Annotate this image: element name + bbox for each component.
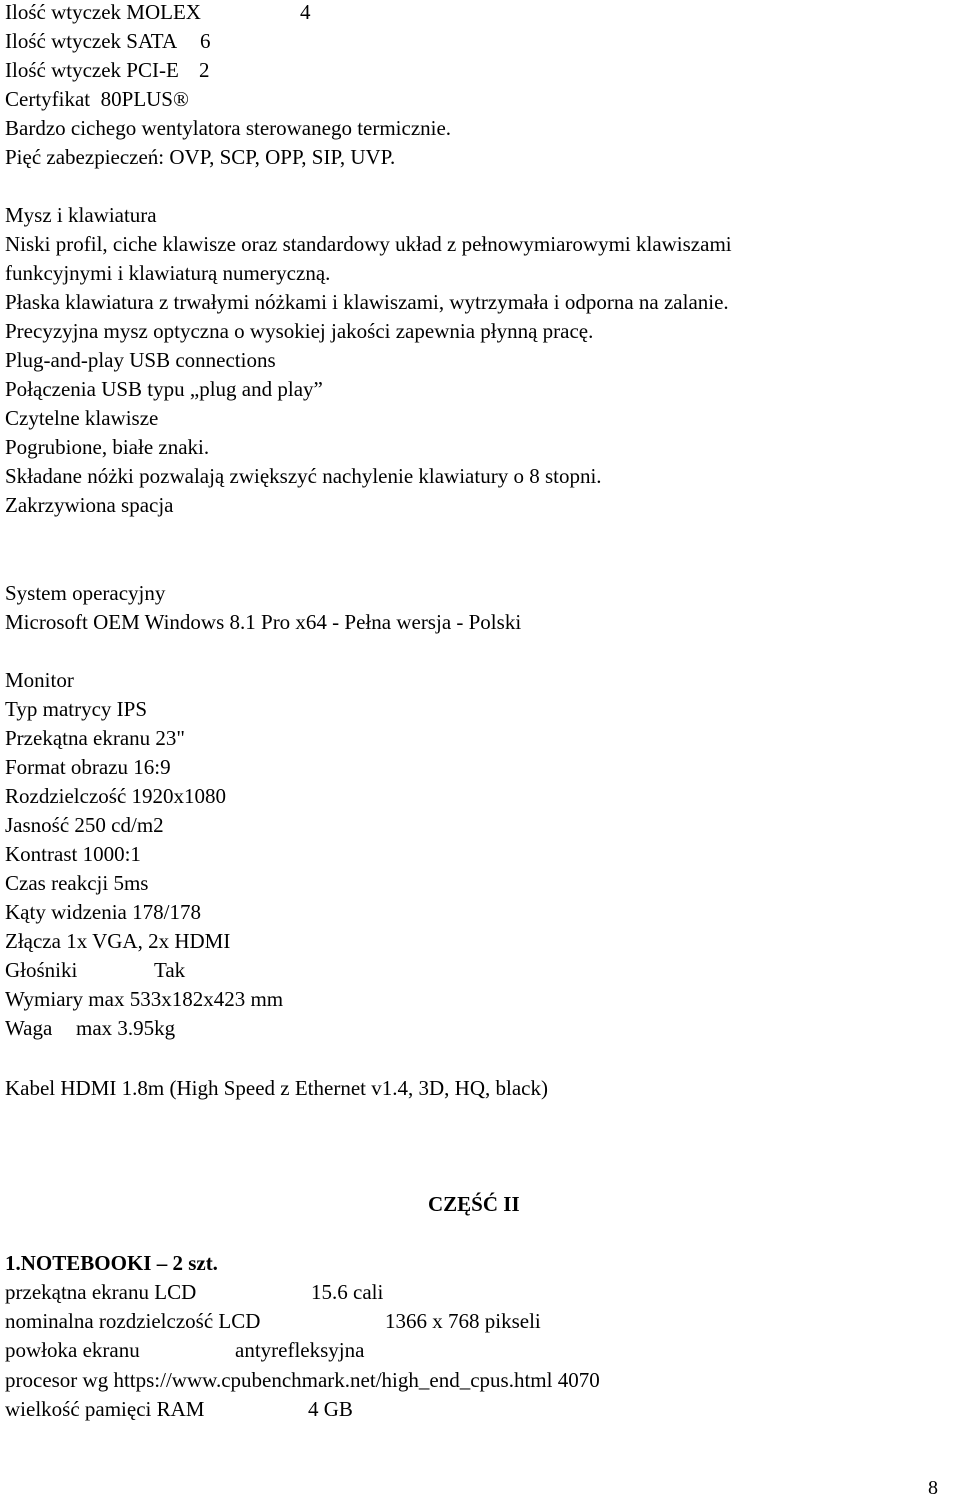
keyboard-line-4: Precyzyjna mysz optyczna o wysokiej jakości zapewnia płynną pracę. xyxy=(5,319,594,343)
part-two-title: CZĘŚĆ II xyxy=(428,1192,520,1216)
monitor-resolution: Rozdzielczość 1920x1080 xyxy=(5,784,227,808)
hdmi-cable-line: Kabel HDMI 1.8m (High Speed z Ethernet v1.4, 3D, HQ, black) xyxy=(5,1076,548,1100)
monitor-angles: Kąty widzenia 178/178 xyxy=(5,900,201,924)
molex-count-value: 4 xyxy=(300,0,311,24)
monitor-aspect: Format obrazu 16:9 xyxy=(5,755,171,779)
certificate-line: Certyfikat 80PLUS® xyxy=(5,87,189,111)
notebook-ram-value: 4 GB xyxy=(308,1397,353,1421)
monitor-speakers-value: Tak xyxy=(154,958,186,982)
keyboard-line-3: Płaska klawiatura z trwałymi nóżkami i klawiszami, wytrzymała i odporna na zalanie. xyxy=(5,290,729,314)
notebook-resolution-value: 1366 x 768 pikseli xyxy=(385,1309,541,1333)
monitor-dimensions: Wymiary max 533x182x423 mm xyxy=(5,987,284,1011)
molex-count-label: Ilość wtyczek MOLEX xyxy=(5,0,201,24)
keyboard-line-1: Niski profil, ciche klawisze oraz standardowy układ z pełnowymiarowymi klawiszami xyxy=(5,232,732,256)
sata-count-label: Ilość wtyczek SATA xyxy=(5,29,178,53)
notebook-diagonal-value: 15.6 cali xyxy=(311,1280,384,1304)
notebook-resolution-label: nominalna rozdzielczość LCD xyxy=(5,1309,261,1333)
os-value: Microsoft OEM Windows 8.1 Pro x64 - Pełna wersja - Polski xyxy=(5,610,522,634)
monitor-matrix: Typ matrycy IPS xyxy=(5,697,148,721)
fan-line: Bardzo cichego wentylatora sterowanego termicznie. xyxy=(5,116,452,140)
monitor-contrast: Kontrast 1000:1 xyxy=(5,842,141,866)
monitor-speakers-label: Głośniki xyxy=(5,958,78,982)
notebook-heading: 1.NOTEBOOKI – 2 szt. xyxy=(5,1251,218,1275)
monitor-weight-value: max 3.95kg xyxy=(76,1016,176,1040)
notebook-coating-label: powłoka ekranu xyxy=(5,1338,140,1362)
keyboard-line-8: Pogrubione, białe znaki. xyxy=(5,435,210,459)
notebook-ram-label: wielkość pamięci RAM xyxy=(5,1397,205,1421)
keyboard-line-10: Zakrzywiona spacja xyxy=(5,493,174,517)
keyboard-line-6: Połączenia USB typu „plug and play” xyxy=(5,377,323,401)
monitor-diagonal: Przekątna ekranu 23" xyxy=(5,726,185,750)
sata-count-value: 6 xyxy=(200,29,211,53)
monitor-heading: Monitor xyxy=(5,668,74,692)
monitor-connectors: Złącza 1x VGA, 2x HDMI xyxy=(5,929,231,953)
keyboard-line-7: Czytelne klawisze xyxy=(5,406,159,430)
monitor-weight-label: Waga xyxy=(5,1016,53,1040)
page-number: 8 xyxy=(928,1477,938,1499)
notebook-cpu-line: procesor wg https://www.cpubenchmark.net/high_end_cpus.html 4070 xyxy=(5,1368,600,1392)
monitor-brightness: Jasność 250 cd/m2 xyxy=(5,813,164,837)
os-heading: System operacyjny xyxy=(5,581,166,605)
keyboard-line-5: Plug-and-play USB connections xyxy=(5,348,276,372)
notebook-coating-value: antyrefleksyjna xyxy=(235,1338,365,1362)
keyboard-line-2: funkcyjnymi i klawiaturą numeryczną. xyxy=(5,261,331,285)
pcie-count-label: Ilość wtyczek PCI-E xyxy=(5,58,179,82)
monitor-response: Czas reakcji 5ms xyxy=(5,871,149,895)
keyboard-heading: Mysz i klawiatura xyxy=(5,203,157,227)
keyboard-line-9: Składane nóżki pozwalają zwiększyć nachylenie klawiatury o 8 stopni. xyxy=(5,464,602,488)
notebook-diagonal-label: przekątna ekranu LCD xyxy=(5,1280,197,1304)
pcie-count-value: 2 xyxy=(199,58,210,82)
protections-line: Pięć zabezpieczeń: OVP, SCP, OPP, SIP, UVP. xyxy=(5,145,396,169)
